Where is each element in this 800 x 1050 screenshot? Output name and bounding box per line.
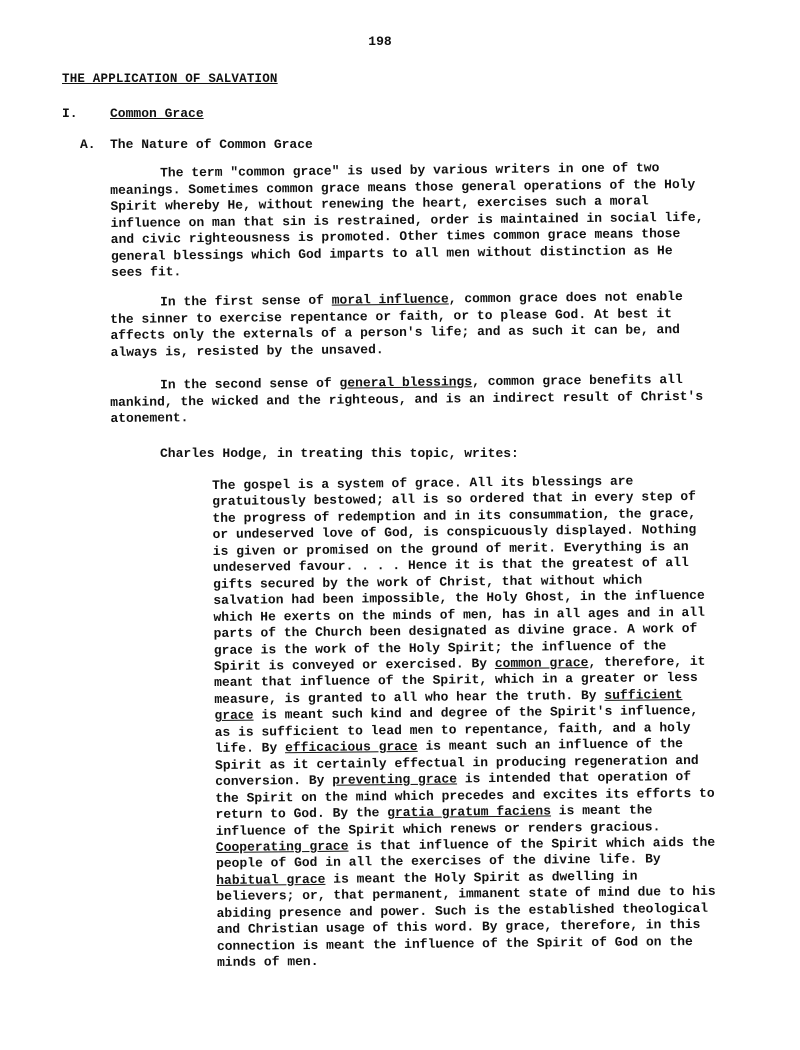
subheading-label: The Nature of Common Grace xyxy=(110,137,313,152)
block-quote xyxy=(212,473,717,972)
text: is meant such kind and degree of the Spirit's influence, as is sufficient to lead men to repentance, faith, and a holy life. By xyxy=(214,703,699,757)
text: is that influence of the Spirit which aids the people of God in all the exercises of the divine life. By xyxy=(215,834,716,872)
quote-intro: Charles Hodge, in treating this topic, writes: xyxy=(160,446,519,461)
text: In the first sense of xyxy=(159,292,332,310)
term: habitual grace xyxy=(216,871,326,888)
heading-label: Common Grace xyxy=(110,106,204,121)
emphasis: general blessings xyxy=(339,374,473,391)
text: , therefore, it meant that influence of the Spirit, which in a greater or less measure, is granted to all who hear the truth. By xyxy=(214,653,706,707)
text: is meant such an influence of the Spirit as it certainly effectual in producing regeneration and conversion. By xyxy=(214,736,699,790)
emphasis: moral influence xyxy=(331,291,449,308)
text: , common grace does not enable the sinner to exercise repentance or faith, or to please God. At best it affects only the externals of a person's life; and as such it can be, and always is, resisted by the unsaved. xyxy=(110,289,683,360)
page-number: 198 xyxy=(368,34,392,49)
paragraph-moral-influence xyxy=(110,289,711,361)
term: preventing grace xyxy=(332,771,458,788)
paragraph-definition: The term "common grace" is used by various writers in one of two meanings. Sometimes common grace means those general operations of the Holy Spirit whereby He, without renewing the heart, exercises such a moral influence on man that sin is restrained, order is maintained in social life, and civic righteousness is promoted. Other times common grace means those general blessings which God imparts to all men without distinction as He sees fit. xyxy=(110,160,704,280)
text: is meant the Holy Spirit as dwelling in believers; or, that permanent, immanent state of mind due to his abiding presence and power. Such is the established theological and Christian usage of this word. By grace, therefore, in this connection is meant the influence of the Spirit of God on the minds of men. xyxy=(216,868,716,971)
heading-common-grace xyxy=(62,106,204,121)
term: efficacious grace xyxy=(284,739,418,756)
term: common grace xyxy=(494,655,589,672)
section-title: THE APPLICATION OF SALVATION xyxy=(62,72,278,86)
text: The gospel is a system of grace. All its blessings are gratuitously bestowed; all is so ordered that in every step of the progress of redemption and in its consummation, the grace, or undeserved love of God, is conspicuously displayed. Nothing is given or promised on the ground of merit. Everything is an undeserved favour. . . . Hence it is that the greatest of all gifts secured by the work of Christ, that without which salvation had been impossible, the Holy Ghost, in the influence which He exerts on the minds of men, has in all ages and in all parts of the Church been designated as divine grace. A work of grace is the work of the Holy Spirit; the influence of the Spirit is conveyed or exercised. By xyxy=(212,473,705,674)
heading-number: I. xyxy=(62,106,78,121)
term: sufficient grace xyxy=(214,686,683,724)
text: , common grace benefits all mankind, the wicked and the righteous, and is an indirect result of Christ's atonement. xyxy=(110,372,704,426)
text: is intended that operation of the Spirit on the mind which precedes and excites its efforts to return to God. By the xyxy=(215,769,715,823)
term: Cooperating grace xyxy=(215,838,349,855)
term: gratia gratum faciens xyxy=(387,803,552,821)
subheading-nature xyxy=(80,137,313,152)
text: is meant the influence of the Spirit which renews or renders gracious. xyxy=(215,802,661,839)
paragraph-general-blessings xyxy=(110,372,710,428)
subheading-number: A. xyxy=(80,137,96,152)
text: In the second sense of xyxy=(159,375,340,393)
